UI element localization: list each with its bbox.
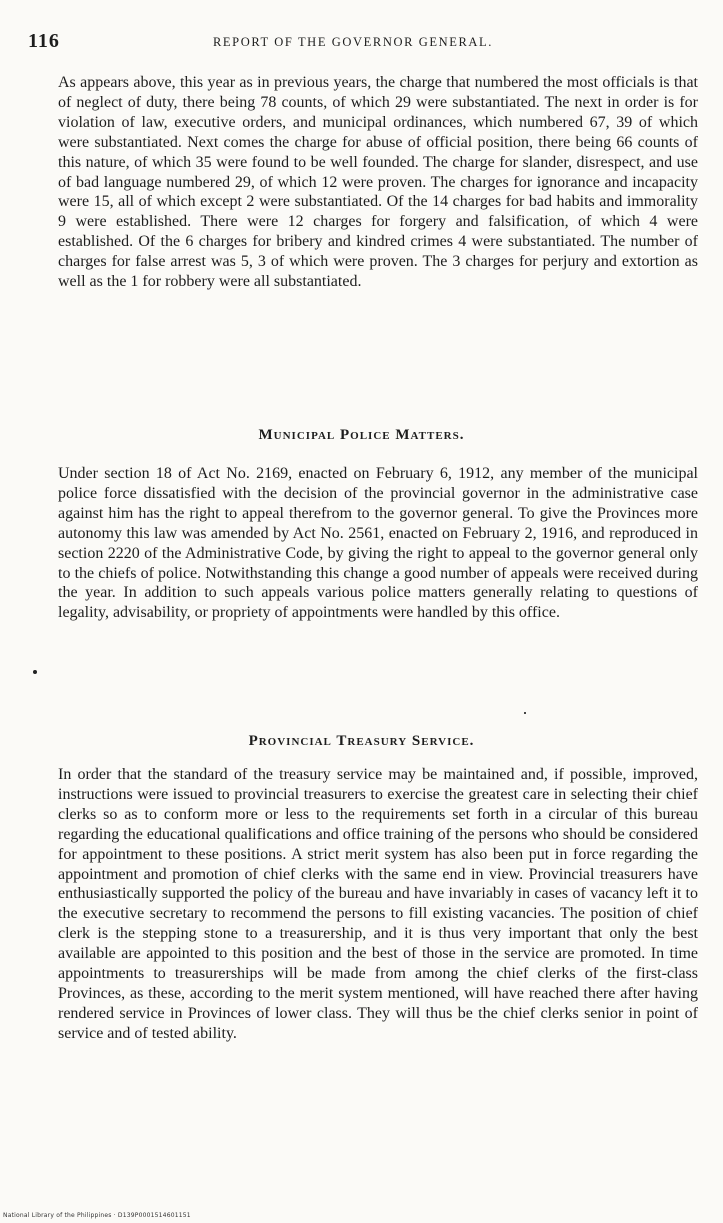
scan-credit: National Library of the Philippines · D139P0001514601151: [3, 1212, 191, 1219]
margin-mark: [33, 670, 37, 674]
running-head: REPORT OF THE GOVERNOR GENERAL.: [213, 35, 493, 49]
heading-municipal-police: Municipal Police Matters.: [258, 427, 465, 443]
paragraph-municipal-police: Under section 18 of Act No. 2169, enacted on February 6, 1912, any member of the municipal police force dissatisfied with the decision of the provincial governor in the administrative case against him has the right to appeal therefrom to the governor general. To give the Provinces more autonomy this law was amended by Act No. 2561, enacted on February 2, 1916, and reproduced in section 2220 of the Administrative Code, by giving the right to appeal to the governor general only to the chiefs of police. Notwithstanding this change a good number of appeals were received during the year. In addition to such appeals various police matters generally relating to questions of legality, advisability, or propriety of appointments were handled by this office.: [58, 465, 698, 622]
ink-speck: [524, 712, 526, 714]
paragraph-treasury-service: In order that the standard of the treasury service may be maintained and, if possible, improved, instructions were issued to provincial treasurers to exercise the greatest care in selecting their chief clerks so as to conform more or less to the requirements set forth in a circular of this bureau regarding the educational qualifications and office training of the persons who should be considered for appointment to these positions. A strict merit system has also been put in force regarding the appointment and promotion of chief clerks with the same end in view. Provincial treasurers have enthusiastically supported the policy of the bureau and have invariably in cases of vacancy left it to the executive secretary to recommend the persons to fill existing vacancies. The position of chief clerk is the stepping stone to a treasurership, and it is thus very important that only the best available are appointed to this position and the best of those in the service are promoted. In time appointments to treasurerships will be made from among the chief clerks of the first-class Provinces, as these, according to the merit system mentioned, will have reached there after having rendered service in Provinces of lower class. They will thus be the chief clerks senior in point of service and of tested ability.: [58, 766, 698, 1042]
page-number: 116: [28, 30, 60, 52]
paragraph-charges: As appears above, this year as in previous years, the charge that numbered the most officials is that of neglect of duty, there being 78 counts, of which 29 were substantiated. The next in order is for violation of law, executive orders, and municipal ordinances, which numbered 67, 39 of which were substantiated. Next comes the charge for abuse of official position, there being 66 counts of this nature, of which 35 were found to be well founded. The charge for slander, disrespect, and use of bad language numbered 29, of which 12 were proven. The charges for ignorance and incapacity were 15, all of which except 2 were substantiated. Of the 14 charges for bad habits and immorality 9 were established. There were 12 charges for forgery and falsification, of which 4 were established. Of the 6 charges for bribery and kindred crimes 4 were substantiated. The number of charges for false arrest was 5, 3 of which were proven. The 3 charges for perjury and extortion as well as the 1 for robbery were all substantiated.: [58, 74, 698, 291]
heading-treasury-service: Provincial Treasury Service.: [248, 733, 475, 749]
page-header: [28, 30, 695, 54]
